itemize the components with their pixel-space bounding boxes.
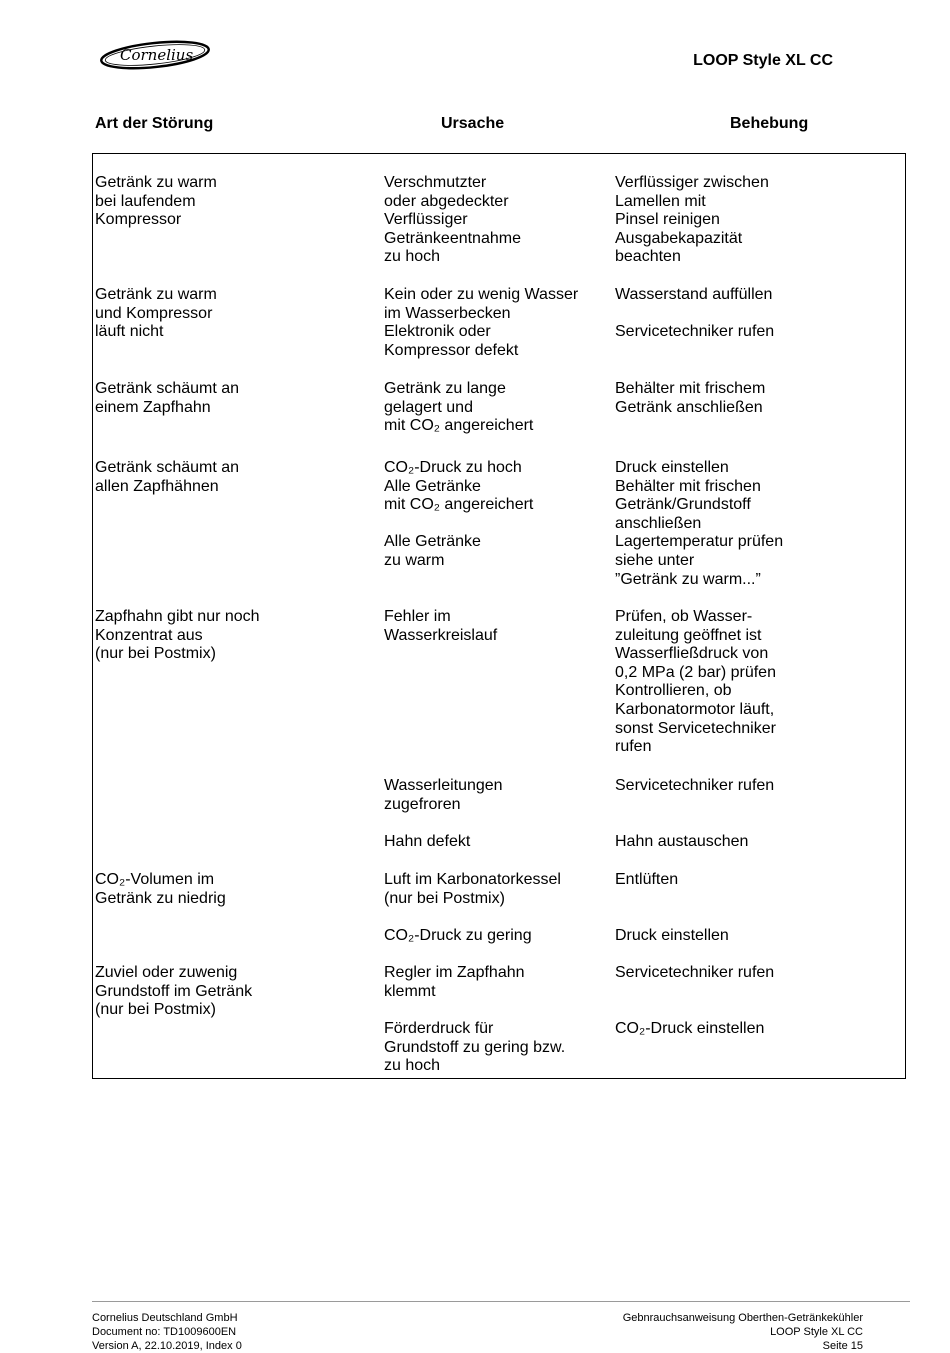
remedy-cell: Servicetechniker rufen [615, 964, 775, 981]
document-title: LOOP Style XL CC [693, 52, 833, 69]
fault-cell: Getränk zu warm und Kompressor läuft nicht [95, 286, 217, 341]
remedy-cell: Verflüssiger zwischen Lamellen mit Pinsel reinigen Ausgabekapazität beachten [615, 174, 769, 266]
remedy-cell: Prüfen, ob Wasser- zuleitung geöffnet ist Wasserfließdruck von 0,2 MPa (2 bar) prüfen Kontrollieren, ob Karbonatormotor läuft, sonst Servicetechniker rufen [615, 608, 776, 756]
footer-divider [92, 1301, 910, 1302]
fault-cell: Zuviel oder zuwenig Grundstoff im Getränk (nur bei Postmix) [95, 964, 253, 1019]
cause-cell: Fehler im Wasserkreislauf [384, 608, 498, 644]
column-header-cause: Ursache [441, 115, 505, 132]
cause-cell: Regler im Zapfhahn klemmt [384, 964, 525, 1000]
fault-cell: Getränk schäumt an einem Zapfhahn [95, 380, 240, 416]
remedy-cell: Entlüften [615, 871, 679, 888]
remedy-cell: Druck einstellen Behälter mit frischen Getränk/Grundstoff anschließen Lagertemperatur prüfen siehe unter ”Getränk zu warm...” [615, 459, 784, 588]
cause-cell: Luft im Karbonatorkessel (nur bei Postmix) [384, 871, 561, 907]
cornelius-logo [98, 38, 212, 72]
remedy-cell: Druck einstellen [615, 927, 729, 944]
footer-document-info: Gebnrauchsanweisung Oberthen-Getränkekühler LOOP Style XL CC Seite 15 [622, 1312, 863, 1352]
remedy-cell: Hahn austauschen [615, 833, 749, 850]
remedy-cell: Behälter mit frischem Getränk anschließen [615, 380, 766, 416]
cause-cell: Verschmutzter oder abgedeckter Verflüssiger Getränkeentnahme zu hoch [384, 174, 521, 266]
column-header-remedy: Behebung [730, 115, 809, 132]
column-header-fault: Art der Störung [95, 115, 214, 132]
fault-cell: Getränk zu warm bei laufendem Kompressor [95, 174, 217, 229]
cause-cell: Kein oder zu wenig Wasser im Wasserbecken Elektronik oder Kompressor defekt [384, 286, 579, 359]
remedy-cell: Wasserstand auffüllen Servicetechniker rufen [615, 286, 775, 341]
cause-cell: Getränk zu lange gelagert und mit CO₂ angereichert [384, 380, 534, 435]
footer-company-info: Cornelius Deutschland GmbH Document no: TD1009600EN Version A, 22.10.2019, Index 0 [92, 1312, 242, 1352]
cause-cell: Förderdruck für Grundstoff zu gering bzw. zu hoch [384, 1020, 566, 1075]
cause-cell: CO₂-Druck zu hoch Alle Getränke mit CO₂ angereichert Alle Getränke zu warm [384, 459, 534, 569]
remedy-cell: CO₂-Druck einstellen [615, 1020, 765, 1037]
svg-text:Cornelius.: Cornelius. [120, 46, 198, 64]
fault-cell: CO₂-Volumen im Getränk zu niedrig [95, 871, 226, 907]
remedy-cell: Servicetechniker rufen [615, 777, 775, 794]
cause-cell: Hahn defekt [384, 833, 471, 850]
cause-cell: Wasserleitungen zugefroren [384, 777, 503, 813]
fault-cell: Getränk schäumt an allen Zapfhähnen [95, 459, 240, 495]
fault-cell: Zapfhahn gibt nur noch Konzentrat aus (nur bei Postmix) [95, 608, 260, 663]
cause-cell: CO₂-Druck zu gering [384, 927, 532, 944]
